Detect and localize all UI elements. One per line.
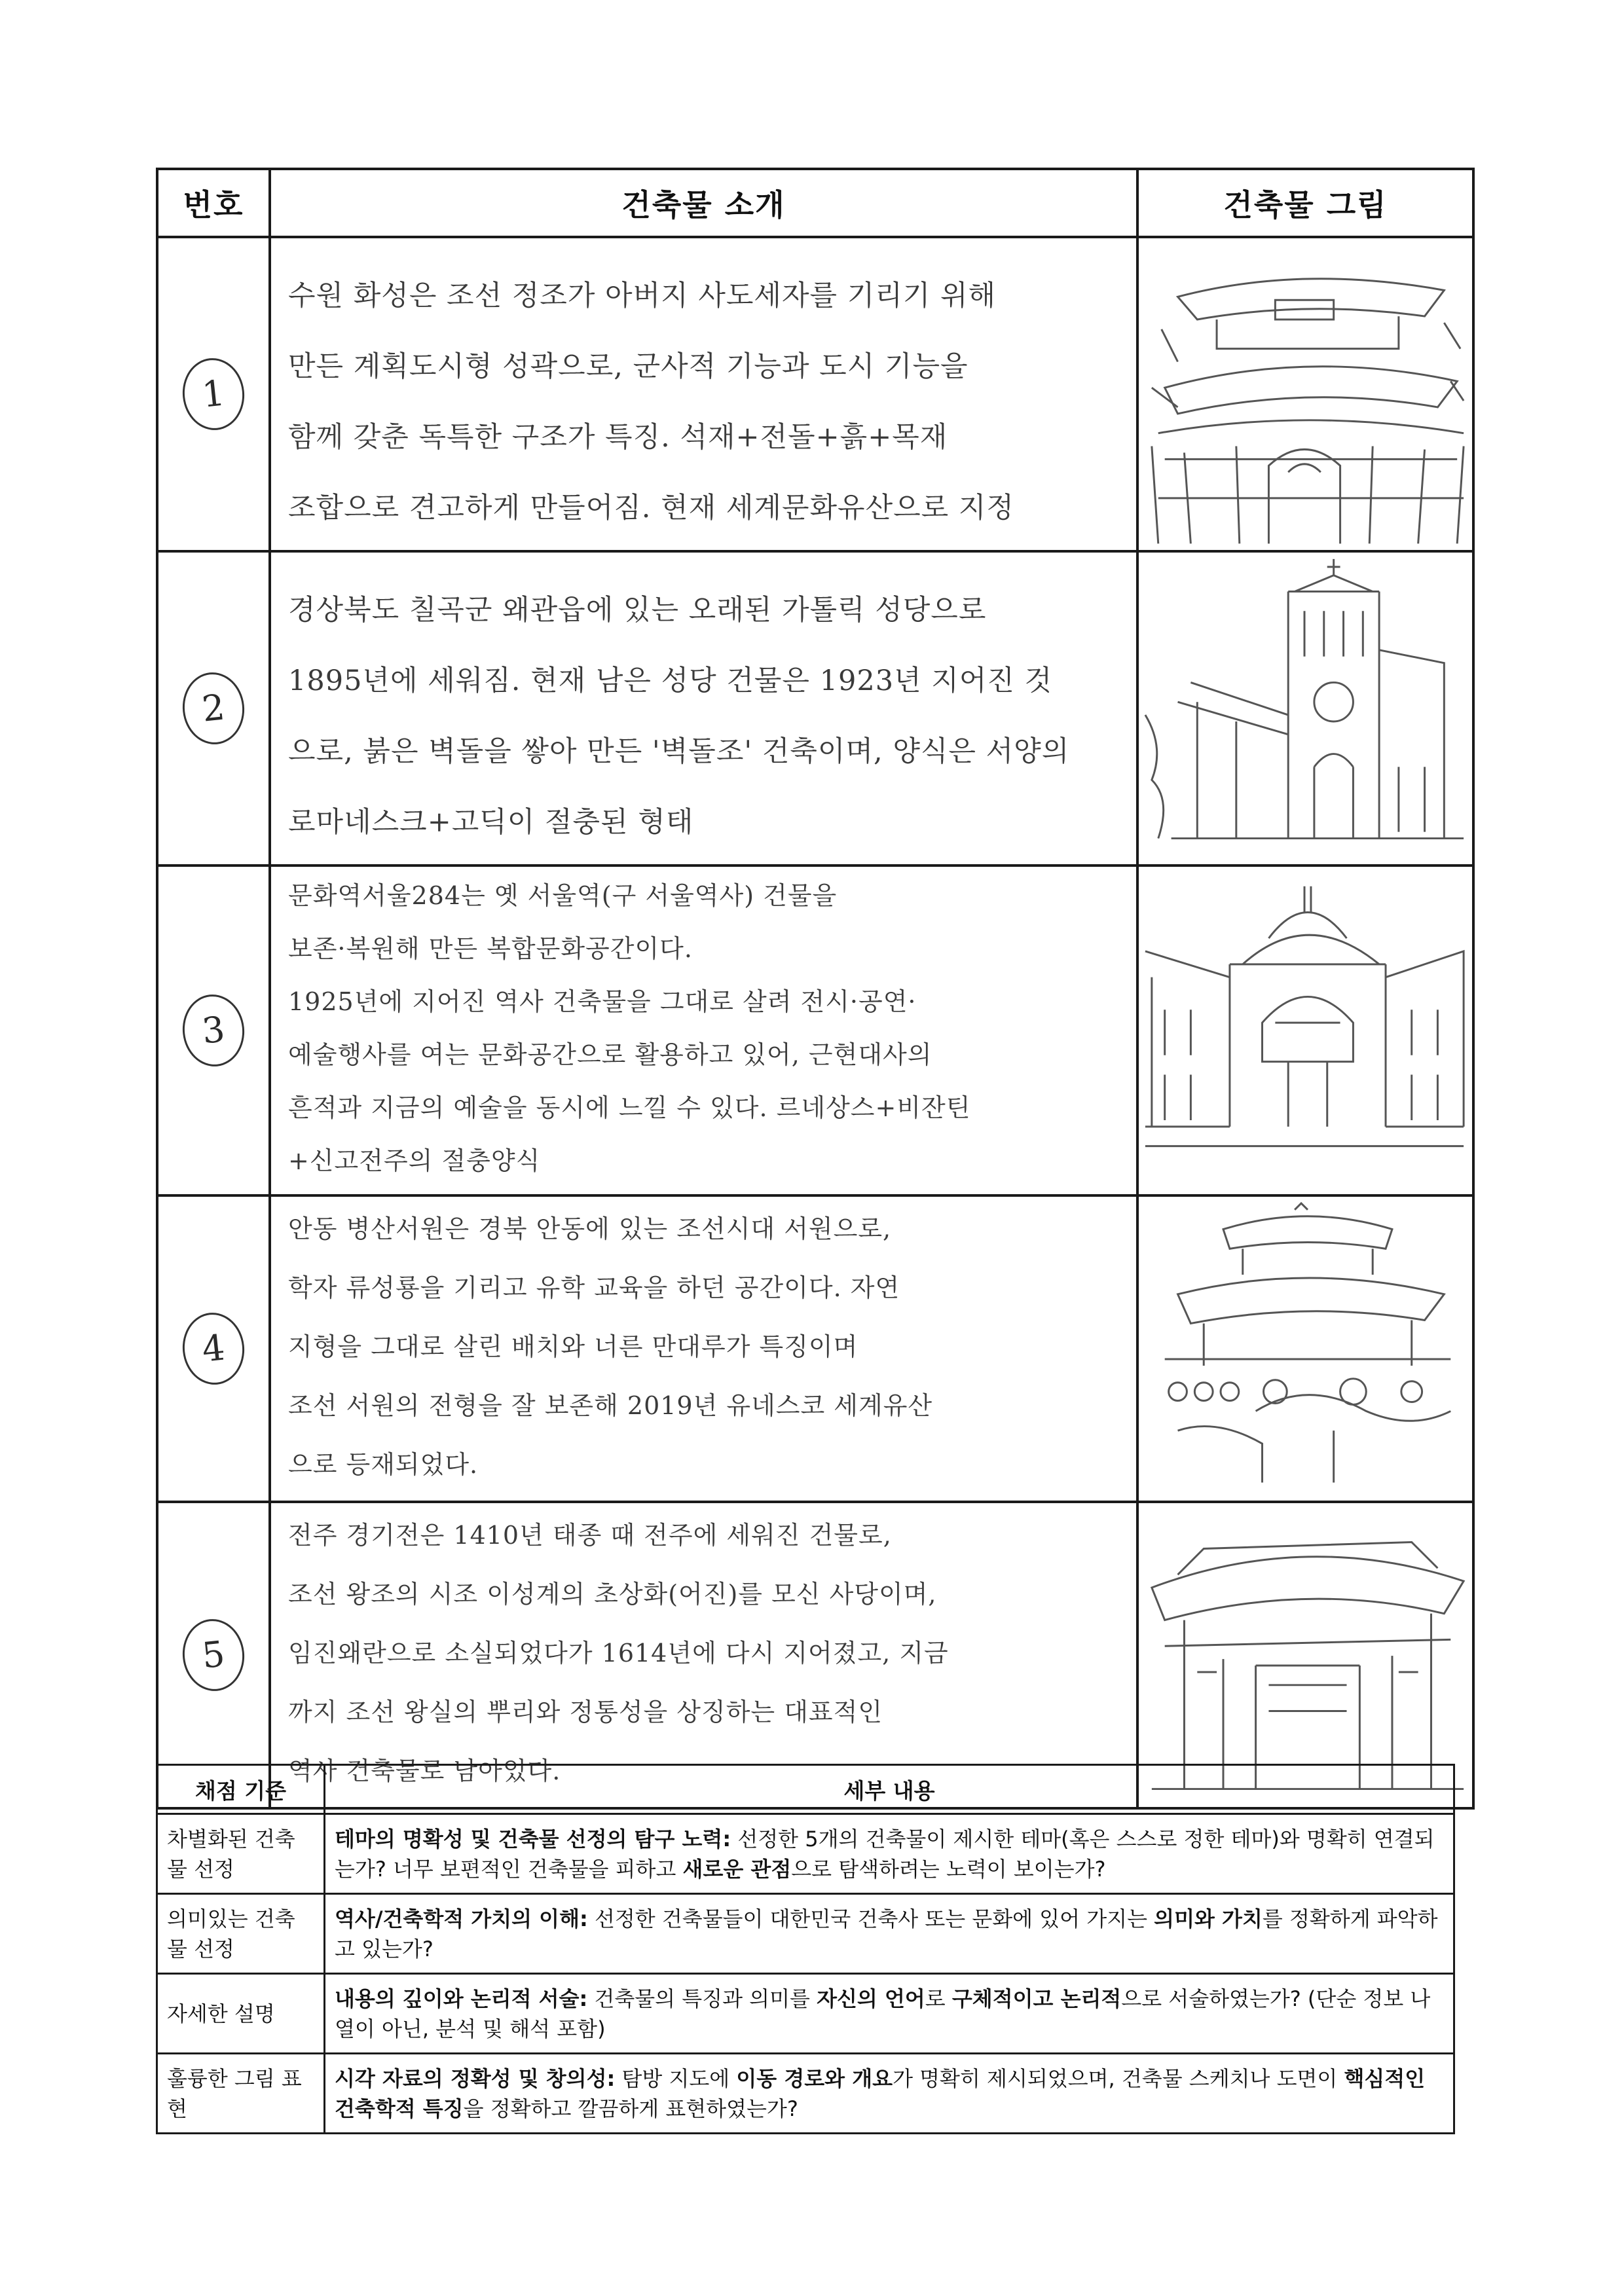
- row-number: 4: [179, 1310, 248, 1388]
- intro-line: 경상북도 칠곡군 왜관읍에 있는 오래된 가톨릭 성당으로: [288, 594, 987, 627]
- criteria-header-criterion: 채점 기준: [157, 1765, 325, 1814]
- intro-cell: [270, 1502, 1137, 1808]
- criterion-label: 차별화된 건축물 선정: [157, 1814, 325, 1894]
- row-number-cell: [157, 1195, 270, 1502]
- intro-line: 만든 계획도시형 성곽으로, 군사적 기능과 도시 기능을: [288, 350, 969, 383]
- intro-line: 수원 화성은 조선 정조가 아버지 사도세자를 기리기 위해: [288, 280, 997, 312]
- row-number: 2: [179, 670, 248, 748]
- header-number: 번호: [157, 169, 270, 237]
- row-number-cell: [157, 1502, 270, 1808]
- intro-cell: [270, 237, 1137, 551]
- drawing-cell: [1137, 866, 1473, 1195]
- criterion-detail: 시각 자료의 정확성 및 창의성: 탐방 지도에 이동 경로와 개요가 명확히 제시되었으며, 건축물 스케치나 도면이 핵심적인 건축학적 특징을 정확하고 깔끔하게 표현하였는가?: [325, 2054, 1454, 2134]
- criteria-header-row: [157, 1765, 1454, 1814]
- row-number: 5: [179, 1616, 248, 1694]
- intro-line: 예술행사를 여는 문화공간으로 활용하고 있어, 근현대사의: [288, 1040, 932, 1070]
- intro-line: 1895년에 세워짐. 현재 남은 성당 건물은 1923년 지어진 것: [288, 665, 1053, 698]
- row-number: 1: [179, 355, 248, 433]
- drawing-cell: [1137, 551, 1473, 866]
- drawing-cell: [1137, 1195, 1473, 1502]
- table-row: [157, 866, 1473, 1195]
- intro-line: 1925년에 지어진 역사 건축물을 그대로 살려 전시·공연·: [288, 987, 917, 1017]
- intro-line: 역사 건축물로 남아있다.: [288, 1757, 561, 1786]
- intro-line: +신고전주의 절충양식: [288, 1146, 541, 1176]
- row-number: 3: [179, 992, 248, 1070]
- station-sketch-icon: [1139, 867, 1472, 1172]
- intro-line: 으로 등재되었다.: [288, 1450, 479, 1480]
- intro-line: 조선 왕조의 시조 이성계의 초상화(어진)를 모신 사당이며,: [288, 1580, 937, 1609]
- intro-line: 까지 조선 왕실의 뿌리와 정통성을 상징하는 대표적인: [288, 1698, 883, 1727]
- table-row: [157, 1195, 1473, 1502]
- intro-line: 으로, 붉은 벽돌을 쌓아 만든 '벽돌조' 건축이며, 양식은 서양의: [288, 735, 1070, 769]
- intro-line: 로마네스크+고딕이 절충된 형태: [288, 806, 694, 839]
- row-number-cell: [157, 866, 270, 1195]
- intro-cell: [270, 866, 1137, 1195]
- table-row: [157, 1502, 1473, 1808]
- intro-line: 안동 병산서원은 경북 안동에 있는 조선시대 서원으로,: [288, 1214, 892, 1244]
- header-intro: 건축물 소개: [270, 169, 1137, 237]
- criteria-row: [157, 1894, 1454, 1974]
- building-table: [156, 168, 1475, 1810]
- header-row: [157, 169, 1473, 237]
- criterion-label: 의미있는 건축물 선정: [157, 1894, 325, 1974]
- criteria-header-detail: 세부 내용: [325, 1765, 1454, 1814]
- intro-line: 지형을 그대로 살린 배치와 너른 만대루가 특징이며: [288, 1332, 858, 1362]
- intro-line: 전주 경기전은 1410년 태종 때 전주에 세워진 건물로,: [288, 1521, 892, 1550]
- criteria-table: [156, 1764, 1455, 2134]
- drawing-cell: [1137, 1502, 1473, 1808]
- table-row: [157, 237, 1473, 551]
- intro-line: 함께 갖춘 독특한 구조가 특징. 석재+전돌+흙+목재: [288, 421, 948, 454]
- table-row: [157, 551, 1473, 866]
- intro-line: 보존·복원해 만든 복합문화공간이다.: [288, 934, 693, 964]
- intro-line: 학자 류성룡을 기리고 유학 교육을 하던 공간이다. 자연: [288, 1273, 900, 1303]
- row-number-cell: [157, 237, 270, 551]
- criterion-detail: 테마의 명확성 및 건축물 선정의 탐구 노력: 선정한 5개의 건축물이 제시한 테마(혹은 스스로 정한 테마)와 명확히 연결되는가? 너무 보편적인 건축물을 피하고 새로운 관점으로 탐색하려는 노력이 보이는가?: [325, 1814, 1454, 1894]
- fortress-gate-sketch-icon: [1139, 238, 1472, 550]
- criterion-detail: 내용의 깊이와 논리적 서술: 건축물의 특징과 의미를 자신의 언어로 구체적이고 논리적으로 서술하였는가? (단순 정보 나열이 아닌, 분석 및 해석 포함): [325, 1974, 1454, 2054]
- cathedral-sketch-icon: [1139, 553, 1472, 848]
- intro-line: 조합으로 견고하게 만들어짐. 현재 세계문화유산으로 지정: [288, 492, 1014, 524]
- intro-cell: [270, 1195, 1137, 1502]
- row-number-cell: [157, 551, 270, 866]
- shrine-sketch-icon: [1139, 1503, 1472, 1798]
- intro-line: 흔적과 지금의 예술을 동시에 느낄 수 있다. 르네상스+비잔틴: [288, 1093, 971, 1123]
- intro-cell: [270, 551, 1137, 866]
- criteria-row: [157, 1974, 1454, 2054]
- seowon-sketch-icon: [1139, 1197, 1472, 1492]
- intro-line: 임진왜란으로 소실되었다가 1614년에 다시 지어졌고, 지금: [288, 1639, 949, 1668]
- criteria-row: [157, 2054, 1454, 2134]
- criterion-label: 훌륭한 그림 표현: [157, 2054, 325, 2134]
- criteria-row: [157, 1814, 1454, 1894]
- intro-line: 조선 서원의 전형을 잘 보존해 2019년 유네스코 세계유산: [288, 1391, 933, 1421]
- criterion-label: 자세한 설명: [157, 1974, 325, 2054]
- drawing-cell: [1137, 237, 1473, 551]
- header-drawing: 건축물 그림: [1137, 169, 1473, 237]
- intro-line: 문화역서울284는 옛 서울역(구 서울역사) 건물을: [288, 881, 838, 911]
- criterion-detail: 역사/건축학적 가치의 이해: 선정한 건축물들이 대한민국 건축사 또는 문화에 있어 가지는 의미와 가치를 정확하게 파악하고 있는가?: [325, 1894, 1454, 1974]
